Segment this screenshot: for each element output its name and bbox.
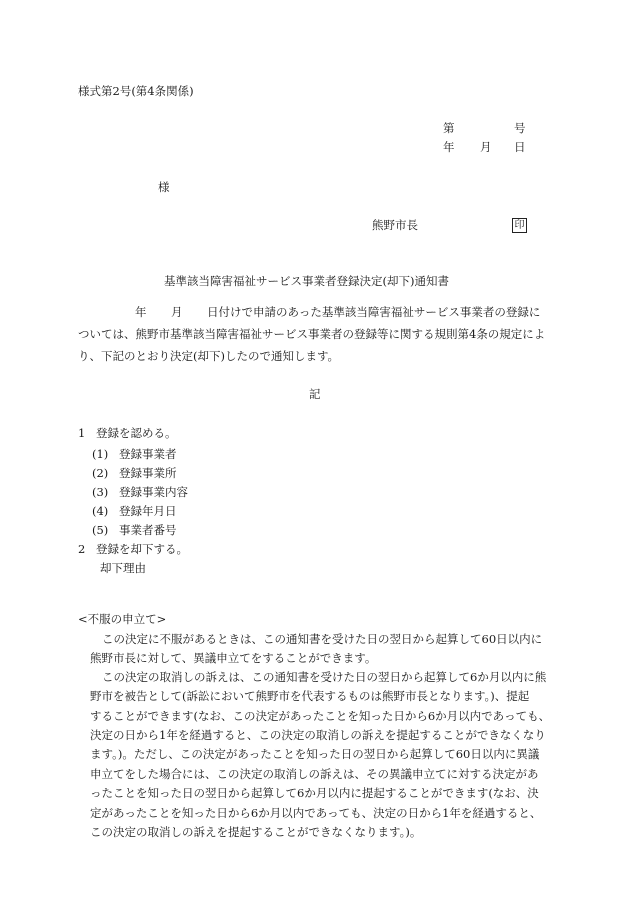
form-label: 様式第2号(第4条関係) <box>78 84 194 98</box>
sub-item-number: (4) <box>92 504 109 518</box>
document-title: 基準該当障害福祉サービス事業者登録決定(却下)通知書 <box>164 274 449 288</box>
item-2-text: 登録を却下する。 <box>96 542 188 556</box>
body-month: 月 <box>171 305 183 319</box>
appeal-para-2-line: 野市を被告として(訴訟において熊野市を代表するものは熊野市長となります。)、提起 <box>90 689 530 703</box>
appeal-para-2-line: ます。)。ただし、この決定があったことを知った日の翌日から起算して60日以内に異議 <box>90 747 540 761</box>
ref-dai: 第 <box>443 121 455 135</box>
sub-item-number: (3) <box>92 485 109 499</box>
sub-item-number: (5) <box>92 523 109 537</box>
sub-item-text: 登録事業者 <box>119 447 177 461</box>
appeal-para-1-line: この決定に不服があるときは、この通知書を受けた日の翌日から起算して60日以内に <box>102 632 543 646</box>
item-1-number: 1 <box>78 426 86 440</box>
sub-item-text: 登録事業内容 <box>119 485 188 499</box>
ki-heading: 記 <box>309 387 321 401</box>
appeal-para-2-line: することができます(なお、この決定があったことを知った日から6か月以内であっても、 <box>90 709 551 723</box>
seal-mark: 印 <box>512 218 527 233</box>
body-line-3: り、下記のとおり決定(却下)したので通知します。 <box>78 349 340 363</box>
date-month: 月 <box>480 140 492 154</box>
body-line-1: 日付けで申請のあった基準該当障害福祉サービス事業者の登録に <box>207 305 541 319</box>
appeal-para-2-line: 定があったことを知った日から6か月以内であっても、決定の日から1年を経過すると、 <box>90 806 542 820</box>
item-1-text: 登録を認める。 <box>96 426 177 440</box>
item-2-number: 2 <box>78 542 86 556</box>
sub-item-text: 事業者番号 <box>119 523 177 537</box>
addressee-suffix: 様 <box>158 180 170 194</box>
appeal-para-2-line: この決定の取消しの訴えを提起することができなくなります。)。 <box>90 825 422 839</box>
appeal-para-2-line: この決定の取消しの訴えは、この通知書を受けた日の翌日から起算して6か月以内に熊 <box>102 670 547 684</box>
appeal-para-2-line: ったことを知った日の翌日から起算して6か月以内に提起することができます(なお、決 <box>90 786 539 800</box>
appeal-para-1-line: 熊野市長に対して、異議申立てをすることができます。 <box>90 651 377 665</box>
sub-item-number: (1) <box>92 447 109 461</box>
appeal-para-2-line: 決定の日から1年を経過すると、この決定の取消しの訴えを提起することができなくなり <box>90 728 546 742</box>
sub-item-text: 登録事業所 <box>119 466 177 480</box>
appeal-heading: <不服の申立て> <box>78 612 167 626</box>
ref-go: 号 <box>514 121 526 135</box>
issuer-name: 熊野市長 <box>372 218 418 232</box>
sub-item-text: 登録年月日 <box>119 504 177 518</box>
seal-box <box>512 217 527 233</box>
sub-item-number: (2) <box>92 466 109 480</box>
date-day: 日 <box>514 140 526 154</box>
rejection-reason-label: 却下理由 <box>100 561 146 575</box>
body-year: 年 <box>135 305 147 319</box>
appeal-para-2-line: 申立てをした場合には、この決定の取消しの訴えは、その異議申立てに対する決定があ <box>90 767 539 781</box>
date-year: 年 <box>443 140 455 154</box>
body-line-2: ついては、熊野市基準該当障害福祉サービス事業者の登録等に関する規則第4条の規定によ <box>78 327 546 341</box>
